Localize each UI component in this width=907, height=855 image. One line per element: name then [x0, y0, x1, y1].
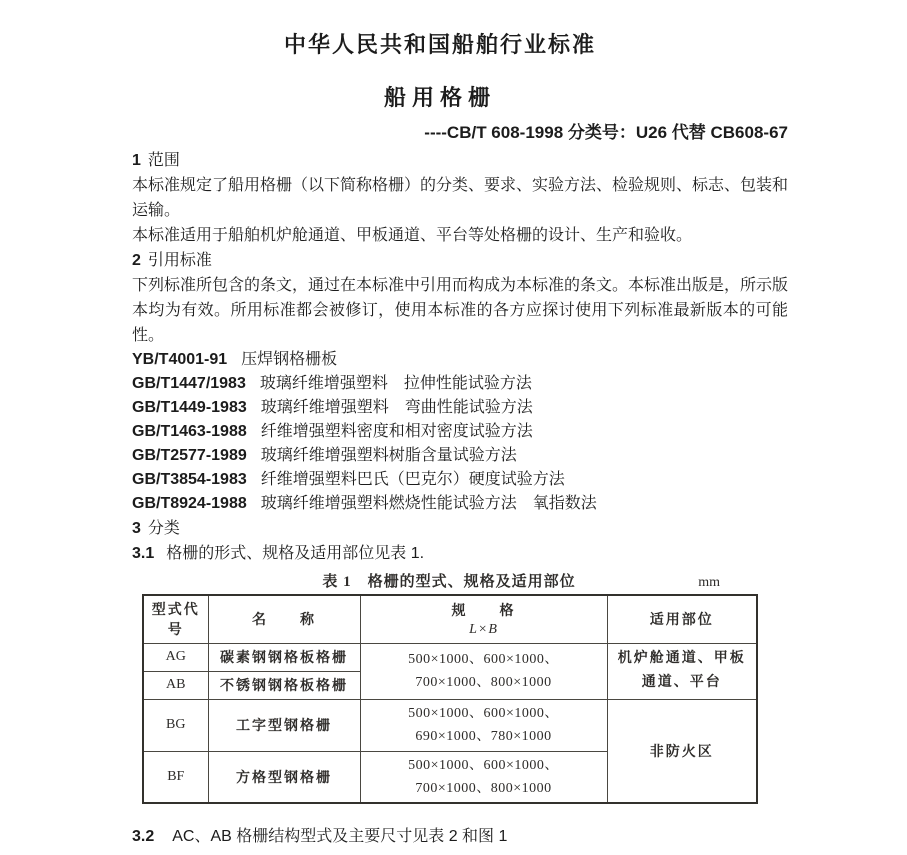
header-type-code: 型式代号 — [143, 595, 208, 643]
standard-code: GB/T8924-1988 — [132, 495, 247, 512]
section-2-paragraph-1: 下列标准所包含的条文，通过在本标准中引用而构成为本标准的条文。本标准出版是，所示版本均为有效。所用标准都会被修订，使用本标准的各方应探讨使用下列标准最新版本的可能性。 — [132, 277, 789, 344]
standard-name: 玻璃纤维增强塑料燃烧性能试验方法 氧指数法 — [260, 495, 597, 512]
standard-name: 玻璃纤维增强塑料树脂含量试验方法 — [260, 447, 517, 464]
section-1-paragraph-2: 本标准适用于船舶机炉舱通道、甲板通道、平台等处格栅的设计、生产和验收。 — [132, 227, 693, 244]
standard-name: 压焊钢格栅板 — [241, 351, 338, 368]
standard-code: GB/T2577-1989 — [132, 447, 247, 464]
cell-code-bf: BF — [143, 751, 208, 803]
cell-usage-ag-ab: 机炉舱通道、甲板通道、平台 — [607, 643, 757, 699]
section-2-heading — [132, 248, 788, 273]
cell-name-ab: 不锈钢钢格板格栅 — [208, 671, 360, 699]
cell-code-ag: AG — [143, 643, 208, 671]
section-3-heading — [132, 516, 788, 541]
standard-list-item — [132, 444, 788, 468]
section-1-heading — [132, 148, 788, 173]
header-usage: 适用部位 — [607, 595, 757, 643]
header-spec — [360, 595, 607, 643]
cell-name-bg: 工字型钢格栅 — [208, 699, 360, 751]
section-1-title: 范围 — [147, 152, 180, 169]
standard-list-item — [132, 396, 788, 420]
clause-3-1 — [132, 541, 788, 566]
cell-code-ab: AB — [143, 671, 208, 699]
document-title: 中华人民共和国船舶行业标准 — [283, 32, 596, 57]
standard-code: GB/T1449-1983 — [132, 399, 247, 416]
clause-3-2-text: AC、AB 格栅结构型式及主要尺寸见表 2 和图 1 — [172, 828, 508, 845]
table-1-caption: 表 1 格栅的型式、规格及适用部位 — [322, 574, 576, 590]
standard-name: 纤维增强塑料密度和相对密度试验方法 — [260, 423, 533, 440]
standard-code: GB/T1447/1983 — [132, 375, 246, 392]
section-2-number: 2 — [132, 252, 141, 269]
standard-list-item — [132, 492, 788, 516]
cell-code-bg: BG — [143, 699, 208, 751]
section-2-title: 引用标准 — [147, 252, 212, 269]
standard-name: 纤维增强塑料巴氏（巴克尔）硬度试验方法 — [260, 471, 565, 488]
document-content — [132, 0, 788, 849]
table-row-bg — [143, 699, 757, 751]
section-3-number: 3 — [132, 520, 141, 537]
clause-3-1-text: 格栅的形式、规格及适用部位见表 1. — [166, 545, 425, 562]
standard-list-item — [132, 468, 788, 492]
clause-3-1-number: 3.1 — [132, 545, 155, 562]
spec-line: 690×1000、780×1000 — [415, 729, 552, 744]
standard-name: 玻璃纤维增强塑料 拉伸性能试验方法 — [259, 375, 532, 392]
cell-spec-bg — [360, 699, 607, 751]
table-1-caption-row — [142, 572, 756, 592]
table-header-row — [143, 595, 757, 643]
section-1-paragraph-1: 本标准规定了船用格栅（以下简称格栅）的分类、要求、实验方法、检验规则、标志、包装和运输。 — [132, 177, 789, 219]
section-1-number: 1 — [132, 152, 141, 169]
spec-line: 500×1000、600×1000、 — [408, 757, 559, 773]
header-name: 名 称 — [208, 595, 360, 643]
document-subtitle: 船用格栅 — [383, 85, 496, 110]
standard-code: GB/T3854-1983 — [132, 471, 247, 488]
cell-spec-ag-ab — [360, 643, 607, 699]
standard-name: 玻璃纤维增强塑料 弯曲性能试验方法 — [260, 399, 533, 416]
cell-name-bf: 方格型钢格栅 — [208, 751, 360, 803]
cell-spec-bf — [360, 751, 607, 803]
standard-list-item — [132, 372, 788, 396]
standard-list-item — [132, 420, 788, 444]
table-row-ag — [143, 643, 757, 671]
spec-line: 700×1000、800×1000 — [415, 780, 552, 796]
standard-reference-line: ----CB/T 608-1998 分类号：U26 代替 CB608-67 — [424, 123, 788, 142]
cell-usage-bg-bf: 非防火区 — [607, 699, 757, 803]
clause-3-2-number: 3.2 — [132, 828, 155, 845]
cell-name-ag: 碳素钢钢格板格栅 — [208, 643, 360, 671]
referenced-standards-list — [132, 348, 788, 516]
header-spec-line2: L×B — [469, 622, 498, 638]
spec-line: 500×1000、600×1000、 — [408, 706, 559, 721]
spec-line: 500×1000、600×1000、 — [408, 652, 559, 667]
standard-code: YB/T4001-91 — [132, 351, 228, 368]
standard-code: GB/T1463-1988 — [132, 423, 247, 440]
scanned-table-region — [132, 572, 788, 804]
standard-list-item — [132, 348, 788, 372]
table-1 — [142, 594, 758, 804]
section-3-title: 分类 — [147, 520, 180, 537]
table-1-unit: mm — [698, 575, 720, 590]
clause-3-2 — [132, 824, 788, 849]
spec-line: 700×1000、800×1000 — [415, 675, 552, 690]
header-spec-line1: 规 格 — [451, 604, 516, 620]
